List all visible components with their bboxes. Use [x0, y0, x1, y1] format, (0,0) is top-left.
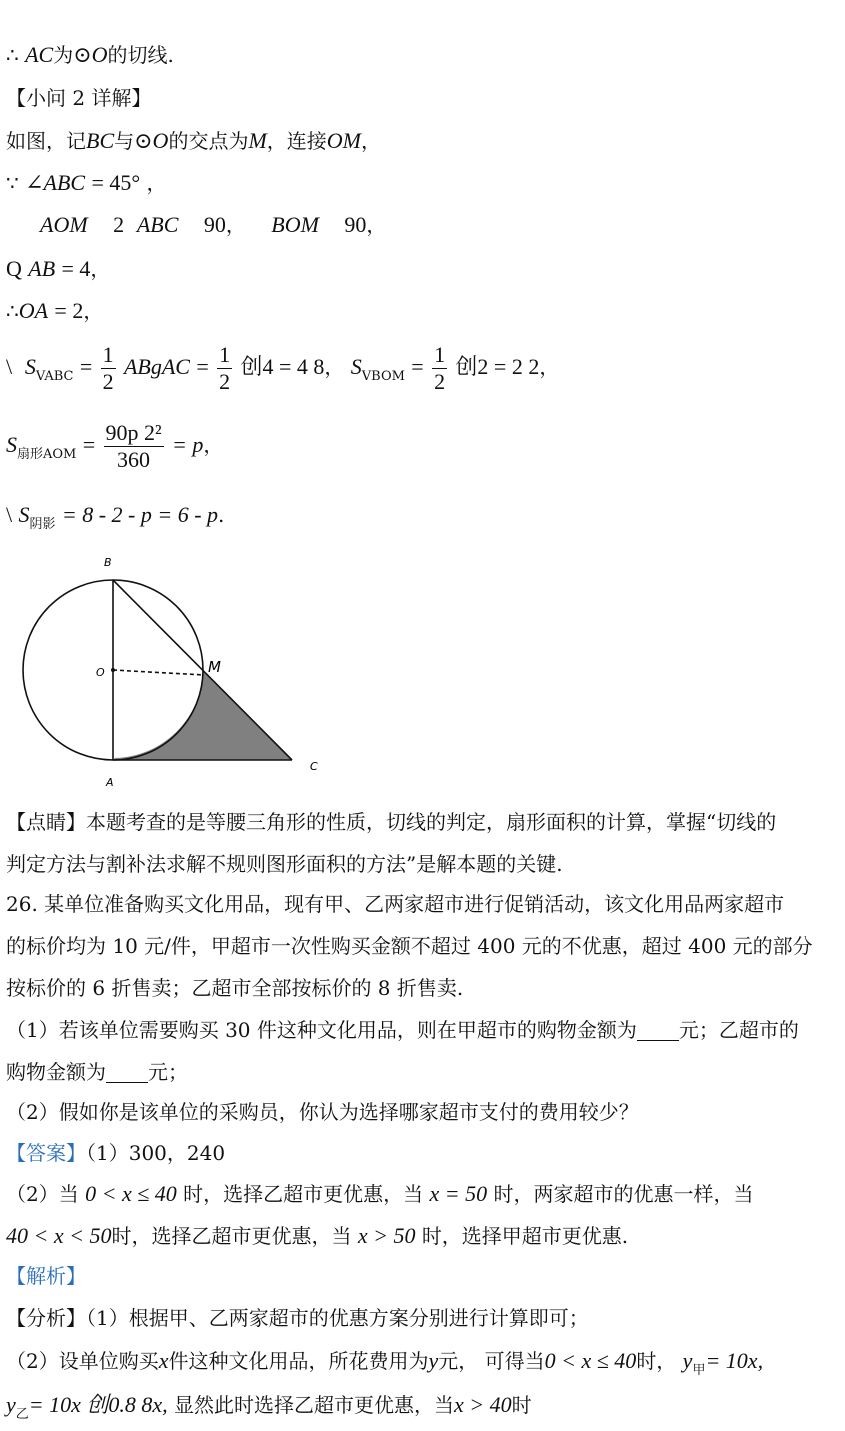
- fraction-half-3: $\frac{1}{2}$: [434, 342, 446, 394]
- line-tangent-conclusion: ∴ AC为⊙O的切线.: [6, 42, 174, 67]
- answer-blank-2: [106, 1062, 148, 1083]
- comment-line-2: 判定方法与割补法求解不规则图形面积的方法”是解本题的关键.: [6, 852, 563, 876]
- q26-sub1-line-1: （1）若该单位需要购买 30 件这种文化用品，则在甲超市的购物金额为 元；乙超市的: [6, 1018, 799, 1042]
- line-shaded-area: \ $S_{阴影} = 8 - 2 - p = 6 - p$.: [6, 502, 225, 532]
- line-ab-value: Q AB = 4，: [6, 256, 111, 281]
- q26-line-3: 按标价的 6 折售卖；乙超市全部按标价的 8 折售卖.: [6, 976, 464, 1000]
- subquestion-2-heading: 【小问 2 详解】: [6, 86, 152, 110]
- fenxi-line: 【分析】（1）根据甲、乙两家超市的优惠方案分别进行计算即可；: [6, 1306, 589, 1330]
- q26-line-2: 的标价均为 10 元/件，甲超市一次性购买金额不超过 400 元的不优惠，超过 400 元的部分: [6, 934, 813, 958]
- segment-om-dashed: [113, 670, 204, 675]
- line-angle-abc: ∵ ∠ABC = 45° ，: [6, 170, 167, 195]
- line-intersection-setup: 如图，记BC与⊙O的交点为M，连接OM，: [6, 128, 381, 153]
- q26-line-1: 26. 某单位准备购买文化用品，现有甲、乙两家超市进行促销活动，该文化用品两家超市: [6, 892, 785, 916]
- q26-sub1-line-2: 购物金额为 元；: [6, 1060, 188, 1084]
- q26-sub2: （2）假如你是该单位的采购员，你认为选择哪家超市支付的费用较少？: [6, 1100, 639, 1124]
- fraction-sector: $\frac{\text{90p 2²}}{360}$: [105, 420, 162, 472]
- line-oa-value: ∴OA = 2，: [6, 298, 104, 323]
- label-c: C: [310, 760, 318, 773]
- line-triangle-areas: \ $S_{VABC}$ = $\frac{1}{2}$ ABgAC = $\frac{1}{2}$ 创4 = 4 8， $S_{VBOM}$ = $\frac{1}{2}$ 创2 = 2 2，: [6, 342, 560, 394]
- label-m: M: [208, 658, 221, 676]
- point-o: [111, 668, 115, 672]
- fraction-half-2: $\frac{1}{2}$: [219, 342, 231, 394]
- label-b: B: [104, 556, 112, 569]
- answer2-line-1: （2）当 0 < x ≤ 40 时，选择乙超市更优惠，当 x = 50 时，两家超市的优惠一样，当: [6, 1181, 754, 1206]
- solution-line-2: $y_乙= 10x$ 创0.8 8x, 显然此时选择乙超市更优惠，当x > 40时: [6, 1392, 532, 1422]
- line-angle-aom-bom: AOM 2 ABC 90， BOM 90，: [40, 212, 387, 237]
- geometry-figure: [0, 548, 340, 793]
- answer2-line-2: 40 < x < 50时，选择乙超市更优惠，当 x > 50 时，选择甲超市更优惠.: [6, 1223, 629, 1248]
- comment-line-1: 【点睛】本题考查的是等腰三角形的性质，切线的判定，扇形面积的计算，掌握“切线的: [6, 810, 777, 834]
- solution-line-1: （2）设单位购买x件这种文化用品，所花费用为y元， 可得当0 < x ≤ 40时， $y_甲= 10x$,: [6, 1348, 764, 1378]
- label-o: O: [96, 666, 105, 679]
- answer-tag: 【答案】: [6, 1141, 86, 1165]
- analysis-tag: 【解析】: [6, 1264, 86, 1288]
- label-a: A: [106, 776, 114, 789]
- answer-blank-1: [637, 1020, 679, 1041]
- fraction-half-1: $\frac{1}{2}$: [102, 342, 114, 394]
- answer-line: 【答案】（1）300，240: [6, 1141, 226, 1165]
- line-sector-area: $S_{扇形AOM}$ = $\frac{\text{90p 2²}}{360}$ = p，: [6, 420, 224, 472]
